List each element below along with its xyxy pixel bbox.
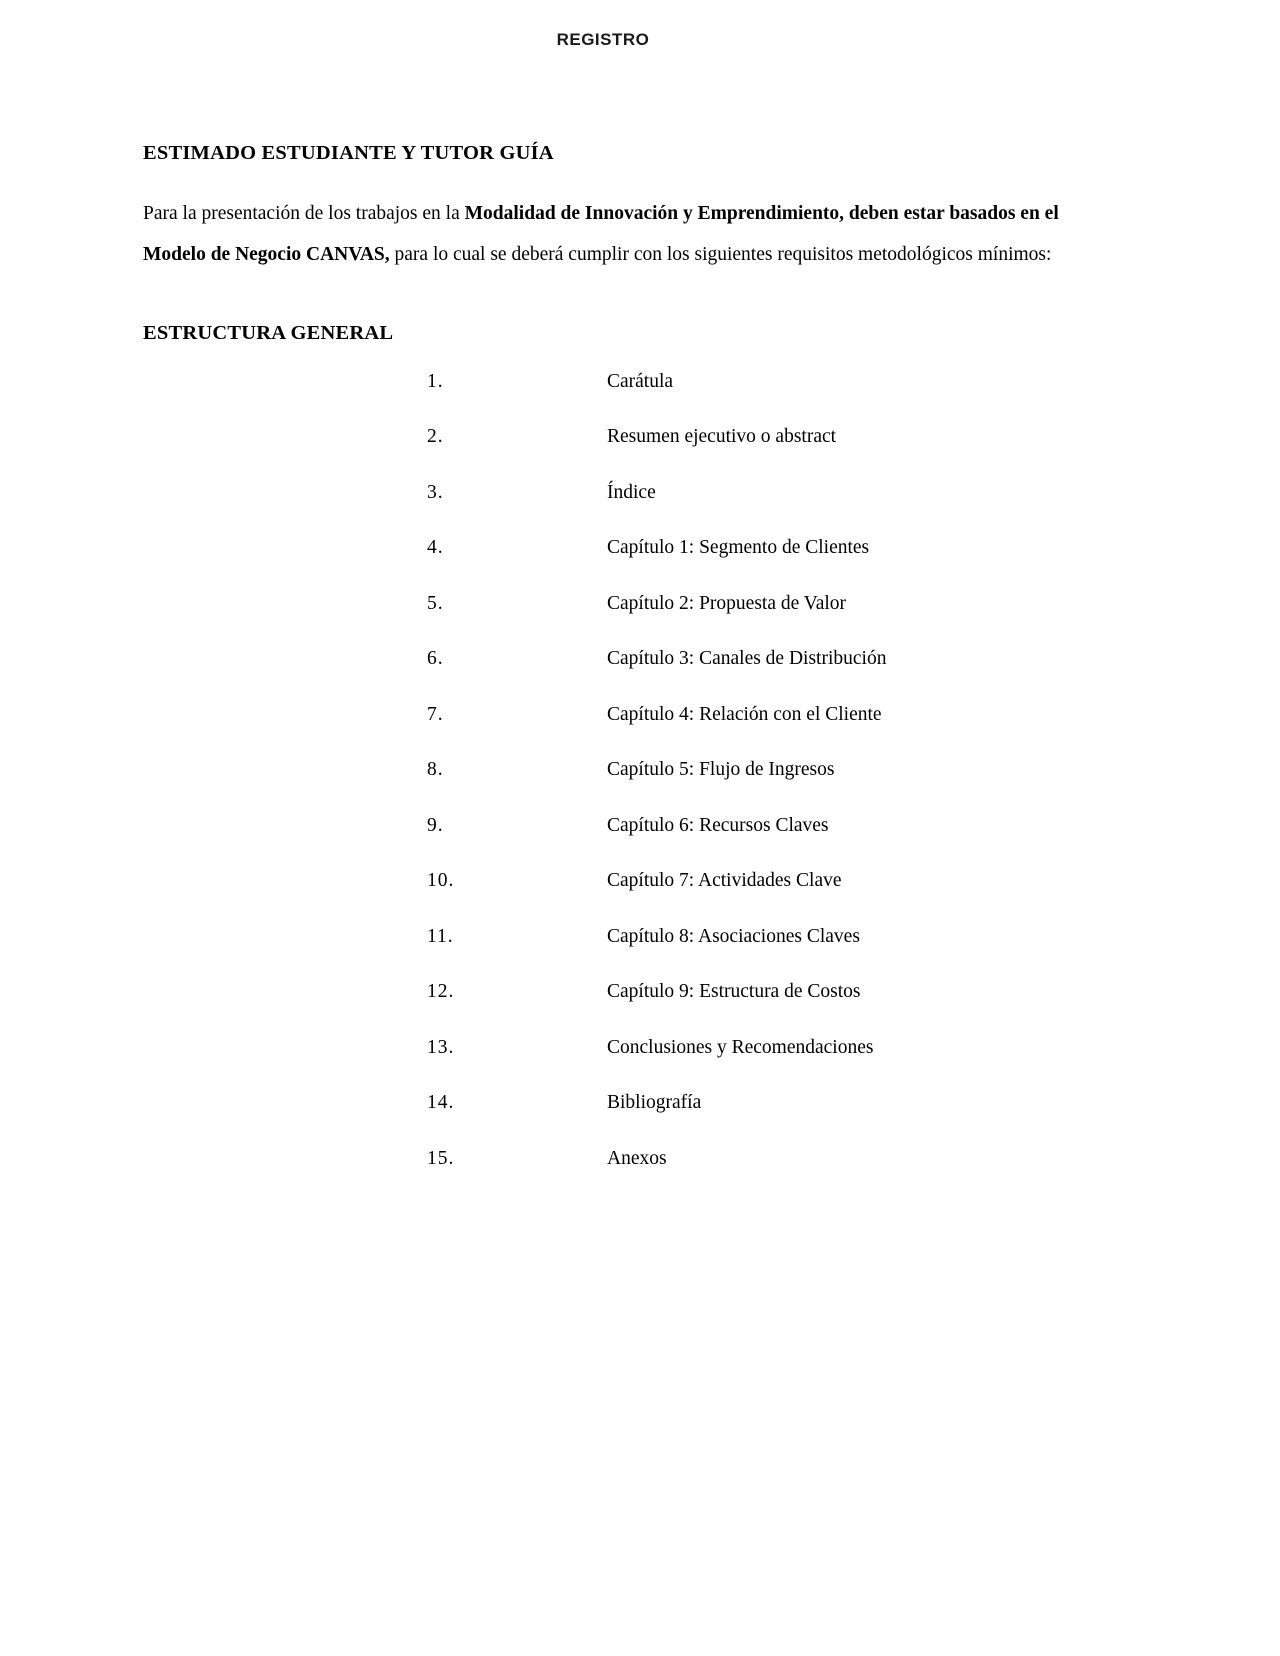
intro-paragraph [143, 193, 1063, 276]
list-item-number: 2. [427, 426, 444, 448]
intro-paragraph-bold-segment: Modalidad de Innovación y Emprendimiento, deben estar basados en el Modelo de Negocio CANVAS, [143, 203, 1059, 266]
list-item-label: Anexos [607, 1147, 667, 1169]
list-item-number: 3. [427, 481, 444, 503]
structure-list [143, 371, 1063, 1204]
list-item-number: 10. [427, 870, 455, 892]
list-item [427, 926, 1063, 982]
greeting-heading: ESTIMADO ESTUDIANTE Y TUTOR GUÍA [143, 142, 554, 164]
list-item-label: Carátula [607, 370, 674, 392]
list-item-label: Capítulo 1: Segmento de Clientes [607, 537, 870, 559]
list-item-label: Capítulo 4: Relación con el Cliente [607, 703, 882, 725]
list-item [427, 981, 1063, 1037]
list-item-label: Capítulo 8: Asociaciones Claves [607, 925, 860, 947]
list-item-number: 11. [427, 925, 454, 947]
list-item [427, 1092, 1063, 1148]
list-item-label: Capítulo 5: Flujo de Ingresos [607, 759, 835, 781]
list-item-number: 1. [427, 370, 444, 392]
list-item [427, 593, 1063, 649]
list-item-number: 5. [427, 592, 444, 614]
list-item-label: Capítulo 9: Estructura de Costos [607, 981, 861, 1003]
list-item-number: 4. [427, 537, 444, 559]
structure-heading: ESTRUCTURA GENERAL [143, 321, 394, 344]
list-item [427, 759, 1063, 815]
list-item-number: 14. [427, 1092, 455, 1114]
list-item-number: 6. [427, 648, 444, 670]
intro-paragraph-segment: Para la presentación de los trabajos en la [143, 203, 465, 224]
list-item-label: Bibliografía [607, 1092, 702, 1114]
list-item-number: 15. [427, 1147, 455, 1169]
list-item [427, 815, 1063, 871]
list-item [427, 704, 1063, 760]
list-item-label: Capítulo 3: Canales de Distribución [607, 648, 887, 670]
list-item-number: 7. [427, 703, 444, 725]
list-item [427, 371, 1063, 427]
list-item [427, 482, 1063, 538]
list-item [427, 426, 1063, 482]
list-item-label: Capítulo 6: Recursos Claves [607, 814, 829, 836]
page-header-title: REGISTRO [556, 30, 650, 49]
list-item-number: 8. [427, 759, 444, 781]
list-item [427, 1148, 1063, 1204]
list-item [427, 537, 1063, 593]
list-item [427, 1037, 1063, 1093]
list-item [427, 870, 1063, 926]
list-item-label: Índice [607, 481, 656, 503]
list-item-label: Resumen ejecutivo o abstract [607, 426, 837, 448]
list-item-number: 9. [427, 814, 444, 836]
intro-paragraph-segment: para lo cual se deberá cumplir con los siguientes requisitos metodológicos mínimos: [389, 244, 1052, 266]
list-item [427, 648, 1063, 704]
list-item-number: 13. [427, 1036, 455, 1058]
list-item-label: Capítulo 7: Actividades Clave [607, 870, 842, 892]
list-item-label: Conclusiones y Recomendaciones [607, 1036, 874, 1058]
list-item-number: 12. [427, 981, 455, 1003]
list-item-label: Capítulo 2: Propuesta de Valor [607, 592, 847, 614]
